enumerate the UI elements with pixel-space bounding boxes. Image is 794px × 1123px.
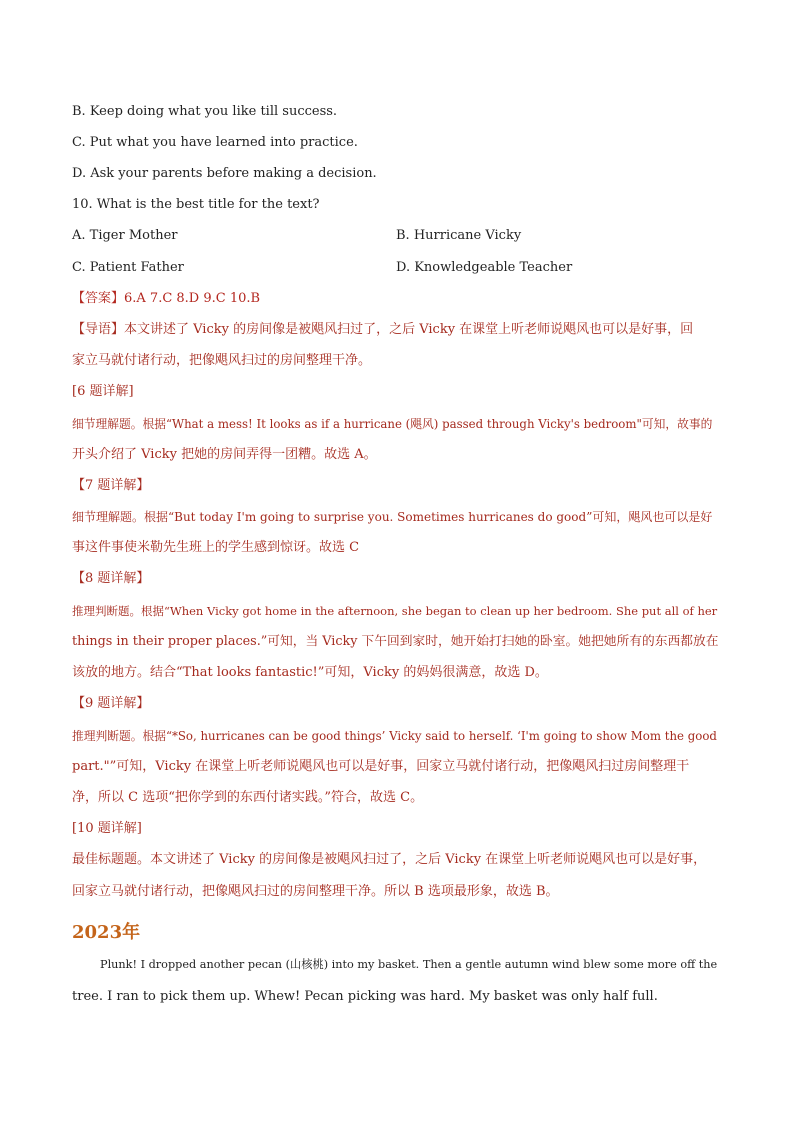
q8-title: 【8 题详解】 bbox=[72, 571, 150, 586]
passage-line-1: Plunk! I dropped another pecan (山核桃) into my basket. Then a gentle autumn wind blew some more off the bbox=[100, 958, 718, 971]
intro-line-1: 【导语】本文讲述了 Vicky 的房间像是被飓风扫过了，之后 Vicky 在课堂上听老师说飓风也可以是好事，回 bbox=[72, 322, 694, 337]
q10-detail-line-1: 最佳标题题。本文讲述了 Vicky 的房间像是被飓风扫过了，之后 Vicky 在课堂上听老师说飓风也可以是好事， bbox=[72, 852, 707, 867]
q9-line-1: 推理判断题。根据“*So, hurricanes can be good things’ Vicky said to herself. ‘I'm going to show Mom the good bbox=[72, 729, 717, 743]
q10-detail-line-2: 回家立马就付诸行动，把像飓风扫过的房间整理干净。所以 B 选项最形象，故选 B。 bbox=[72, 884, 559, 899]
passage-line-2: tree. I ran to pick them up. Whew! Pecan picking was hard. My basket was only half full. bbox=[72, 989, 658, 1004]
q9-line-3: 净，所以 C 选项“把你学到的东西付诸实践。”符合，故选 C。 bbox=[72, 790, 424, 805]
q10-detail-title: [10 题详解] bbox=[72, 821, 142, 836]
option-c: C. Put what you have learned into practice. bbox=[72, 135, 358, 150]
q6-line-2: 开头介绍了 Vicky 把她的房间弄得一团糟。故选 A。 bbox=[72, 447, 377, 462]
q6-line-1: 细节理解题。根据“What a mess! It looks as if a hurricane (飓风) passed through Vicky's bedroom"可知，故事的 bbox=[72, 417, 713, 431]
q8-line-3: 该放的地方。结合“That looks fantastic!”可知，Vicky 的妈妈很满意，故选 D。 bbox=[72, 665, 548, 680]
q9-line-2: part."”可知，Vicky 在课堂上听老师说飓风也可以是好事，回家立马就付诸行动，把像飓风扫过房间整理干 bbox=[72, 759, 690, 774]
q10-option-c: C. Patient Father bbox=[72, 260, 184, 275]
q10-option-b: B. Hurricane Vicky bbox=[396, 228, 522, 243]
section-heading-2023: 2023年 bbox=[72, 922, 141, 943]
q8-line-1: 推理判断题。根据“When Vicky got home in the afternoon, she began to clean up her bedroom. She put all of her bbox=[72, 604, 718, 618]
question-10-stem: 10. What is the best title for the text? bbox=[72, 197, 320, 212]
q7-title: 【7 题详解】 bbox=[72, 478, 150, 493]
q6-title: [6 题详解] bbox=[72, 384, 134, 399]
option-b: B. Keep doing what you like till success. bbox=[72, 104, 338, 119]
q7-line-2: 事这件事使米勒先生班上的学生感到惊讶。故选 C bbox=[72, 540, 360, 555]
q8-line-2: things in their proper places.”可知，当 Vicky 下午回到家时，她开始打扫她的卧室。她把她所有的东西都放在 bbox=[72, 634, 719, 649]
intro-line-2: 家立马就付诸行动，把像飓风扫过的房间整理干净。 bbox=[72, 353, 372, 368]
q10-option-d: D. Knowledgeable Teacher bbox=[396, 260, 573, 275]
answer-key: 【答案】6.A 7.C 8.D 9.C 10.B bbox=[72, 291, 261, 306]
q10-option-a: A. Tiger Mother bbox=[72, 228, 178, 243]
q7-line-1: 细节理解题。根据“But today I'm going to surprise you. Sometimes hurricanes do good”可知，飓风也可以是好 bbox=[72, 510, 713, 524]
q9-title: 【9 题详解】 bbox=[72, 696, 150, 711]
option-d: D. Ask your parents before making a decision. bbox=[72, 166, 377, 181]
